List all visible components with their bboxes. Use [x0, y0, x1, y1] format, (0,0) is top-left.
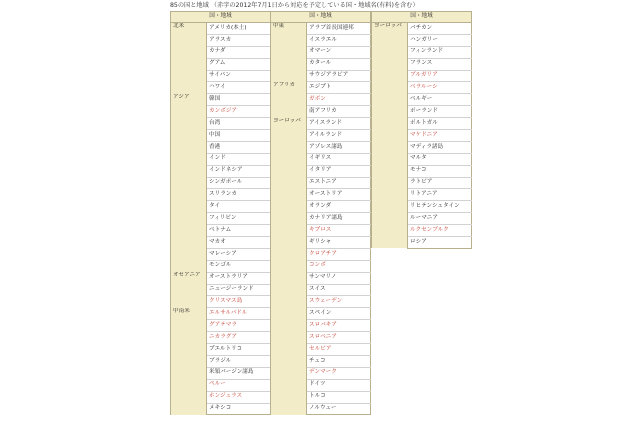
country-name: スロベニア	[307, 332, 371, 344]
country-name: マディラ諸島	[408, 141, 472, 153]
country-name: リトアニア	[408, 189, 472, 201]
country-name: ベラルーシ	[408, 82, 472, 94]
country-name: キプロス	[307, 225, 371, 237]
country-name: プエルトリコ	[207, 344, 271, 356]
region-label: アフリカ	[271, 82, 307, 118]
country-name: カナリア諸島	[307, 213, 371, 225]
country-name: 台湾	[207, 118, 271, 130]
region-label: アジア	[171, 94, 207, 272]
country-name: スリランカ	[207, 189, 271, 201]
country-name: 南アフリカ	[307, 106, 371, 118]
country-name: オーストリア	[307, 189, 371, 201]
country-name: ブラジル	[207, 355, 271, 367]
country-name: ハンガリー	[408, 34, 472, 46]
country-name: トルコ	[307, 391, 371, 403]
country-name: マレーシア	[207, 248, 271, 260]
table-row	[171, 94, 271, 106]
country-table-3	[371, 11, 472, 249]
country-name: マルタ	[408, 153, 472, 165]
country-name: フィンランド	[408, 46, 472, 58]
country-name: ニュージーランド	[207, 284, 271, 296]
table-row	[171, 23, 271, 35]
country-name: インド	[207, 153, 271, 165]
country-name: ベルギー	[408, 94, 472, 106]
country-name: クリスマス島	[207, 296, 271, 308]
country-name: アゾレス諸島	[307, 141, 371, 153]
country-name: マケドニア	[408, 130, 472, 142]
country-name: アラスカ	[207, 34, 271, 46]
country-name: カンボジア	[207, 106, 271, 118]
country-name: アメリカ(本土)	[207, 23, 271, 35]
country-name: ギリシャ	[307, 237, 371, 249]
country-table-2	[270, 11, 371, 415]
country-name: カタール	[307, 58, 371, 70]
country-name: ベトナム	[207, 225, 271, 237]
country-name: ポルトガル	[408, 118, 472, 130]
country-name: ペルー	[207, 379, 271, 391]
country-name: シンガポール	[207, 177, 271, 189]
country-name: メキシコ	[207, 403, 271, 415]
country-name: グアム	[207, 58, 271, 70]
country-name: オランダ	[307, 201, 371, 213]
table-row	[372, 23, 472, 35]
country-name: チェコ	[307, 355, 371, 367]
table-header: 国・地域	[271, 12, 371, 23]
country-name: ルクセンブルク	[408, 225, 472, 237]
country-name: サンマリノ	[307, 272, 371, 284]
country-name: アイスランド	[307, 118, 371, 130]
table-header: 国・地域	[171, 12, 271, 23]
country-name: フィリピン	[207, 213, 271, 225]
country-name: セルビア	[307, 344, 371, 356]
country-name: オーストラリア	[207, 272, 271, 284]
country-name: インドネシア	[207, 165, 271, 177]
country-name: ニカラグア	[207, 332, 271, 344]
country-name: オマーン	[307, 46, 371, 58]
country-name: ドイツ	[307, 379, 371, 391]
region-label: ヨーロッパ	[271, 118, 307, 415]
country-name: 韓国	[207, 94, 271, 106]
country-name: イギリス	[307, 153, 371, 165]
country-name: エルサルバドル	[207, 308, 271, 320]
country-name: モナコ	[408, 165, 472, 177]
country-name: ブルガリア	[408, 70, 472, 82]
country-name: イスラエル	[307, 34, 371, 46]
country-name: 米領バージン諸島	[207, 367, 271, 379]
country-name: マカオ	[207, 237, 271, 249]
country-name: 中国	[207, 130, 271, 142]
country-name: ガボン	[307, 94, 371, 106]
country-name: グアテマラ	[207, 320, 271, 332]
country-name: フランス	[408, 58, 472, 70]
country-name: スウェーデン	[307, 296, 371, 308]
region-label: オセアニア	[171, 272, 207, 308]
country-name: コンボ	[307, 260, 371, 272]
country-name: ラトビア	[408, 177, 472, 189]
table-row	[171, 272, 271, 284]
country-name: ホンジュラス	[207, 391, 271, 403]
country-name: イタリア	[307, 165, 371, 177]
country-name: ルーマニア	[408, 213, 472, 225]
table-header: 国・地域	[372, 12, 472, 23]
country-name: デンマーク	[307, 367, 371, 379]
country-name: アイルランド	[307, 130, 371, 142]
country-name: サウジアラビア	[307, 70, 371, 82]
region-label: 中東	[271, 23, 307, 82]
country-name: ノルウェー	[307, 403, 371, 415]
country-name: ポーランド	[408, 106, 472, 118]
caption: 85の国と地域 （赤字の2012年7月1日から対応を予定している国・地域名(有料)を含む）	[170, 2, 419, 9]
country-name: スロバキア	[307, 320, 371, 332]
country-name: リヒテンシュタイン	[408, 201, 472, 213]
country-name: モンゴル	[207, 260, 271, 272]
country-name: スペイン	[307, 308, 371, 320]
country-name: エストニア	[307, 177, 371, 189]
country-name: サイパン	[207, 70, 271, 82]
region-label: ヨーロッパ	[372, 23, 408, 249]
country-name: カナダ	[207, 46, 271, 58]
country-name: アラブ首長国連邦	[307, 23, 371, 35]
country-name: 香港	[207, 141, 271, 153]
table-row	[271, 82, 371, 94]
table-row	[271, 23, 371, 35]
country-name: バチカン	[408, 23, 472, 35]
country-name: タイ	[207, 201, 271, 213]
region-label: 中南米	[171, 308, 207, 415]
region-label: 北米	[171, 23, 207, 94]
country-name: エジプト	[307, 82, 371, 94]
country-name: ロシア	[408, 237, 472, 249]
country-name: スイス	[307, 284, 371, 296]
country-name: ハワイ	[207, 82, 271, 94]
table-row	[171, 308, 271, 320]
country-name: クロアチア	[307, 248, 371, 260]
table-row	[271, 118, 371, 130]
country-table-1	[170, 11, 271, 415]
